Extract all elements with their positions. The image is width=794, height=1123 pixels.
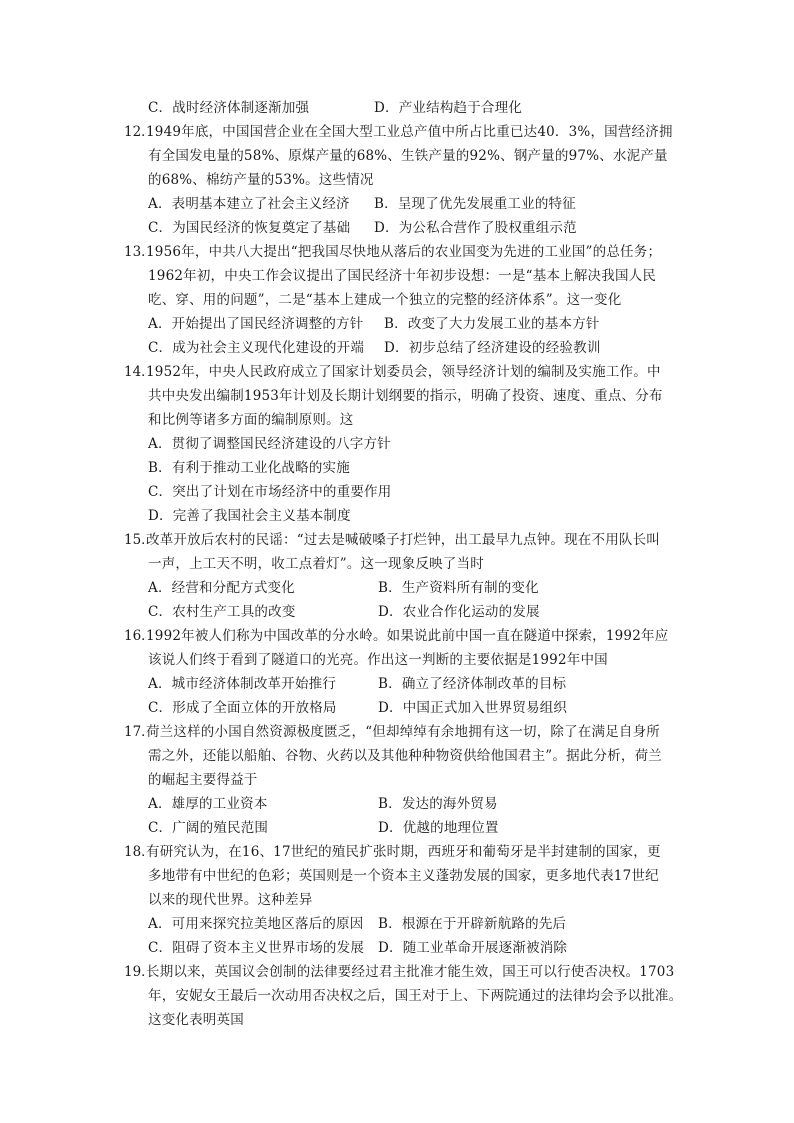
- option-text: 城市经济体制改革开始推行: [171, 676, 337, 692]
- option-text: 随工业革命开展逐渐被消除: [402, 940, 568, 956]
- option-a: [148, 192, 350, 216]
- option-b: [378, 912, 566, 936]
- option-a: [148, 792, 268, 816]
- option-text: 农业合作化运动的发展: [402, 604, 540, 620]
- option-b: [374, 192, 576, 216]
- option-text: 贯彻了调整国民经济建设的八字方针: [171, 436, 391, 452]
- option-b: [378, 672, 566, 696]
- option-d: [378, 816, 499, 840]
- question-stem-line: 的崛起主要得益于: [148, 772, 258, 788]
- option-letter: B．: [374, 196, 398, 212]
- question-number: 14．: [124, 364, 155, 380]
- question-stem-line: 有全国发电量的58%、原煤产量的68%、生铁产量的92%、钢产量的97%、水泥产量: [148, 148, 668, 164]
- question-stem-line: 荷兰这样的小国自然资源极度匮乏，“但却绰绰有余地拥有这一切，除了在满足自身所: [146, 724, 661, 740]
- option-c: [148, 936, 364, 960]
- option-letter: B．: [378, 916, 402, 932]
- option-b: [148, 456, 350, 480]
- question-stem-line: 吃、穿、用的问题”，二是“基本上建成一个独立的完整的经济体系”。这一变化: [148, 292, 622, 308]
- option-text: 突出了计划在市场经济中的重要作用: [172, 484, 392, 500]
- option-text: 可用来探究拉美地区落后的原因: [171, 916, 364, 932]
- question-stem-line: 和比例等诸多方面的编制原则。这: [148, 412, 354, 428]
- option-letter: B．: [378, 796, 402, 812]
- option-text: 农村生产工具的改变: [172, 604, 296, 620]
- question-stem-line: 这变化表明英国: [148, 1012, 244, 1028]
- option-letter: A．: [148, 316, 172, 332]
- option-text: 初步总结了经济建设的经验教训: [408, 340, 601, 356]
- option-c: [148, 216, 350, 240]
- question-stem-line: 1949年底，中国国营企业在全国大型工业总产值中所占比重已达40．3%，国营经济拥: [146, 124, 673, 140]
- option-a: [148, 312, 363, 336]
- option-letter: B．: [148, 460, 172, 476]
- option-b: [378, 792, 498, 816]
- option-letter: A．: [148, 196, 172, 212]
- option-a: [148, 432, 391, 456]
- option-letter: B．: [378, 676, 402, 692]
- option-letter: C．: [148, 340, 173, 356]
- option-letter: C．: [148, 220, 173, 236]
- question-stem-line: 1952年，中央人民政府成立了国家计划委员会，领导经济计划的编制及实施工作。中: [146, 364, 661, 380]
- option-text: 中国正式加入世界贸易组织: [402, 700, 568, 716]
- option-text: 形成了全面立体的开放格局: [172, 700, 337, 716]
- option-text: 优越的地理位置: [402, 820, 499, 836]
- option-d: [384, 336, 601, 360]
- option-text: 有利于推动工业化战略的实施: [171, 460, 350, 476]
- option-c: [148, 816, 268, 840]
- option-text: 表明基本建立了社会主义经济: [171, 196, 350, 212]
- option-text: 为国民经济的恢复奠定了基础: [172, 220, 351, 236]
- option-a: [148, 912, 363, 936]
- option-letter: D．: [148, 508, 173, 524]
- option-text: 根源在于开辟新航路的先后: [401, 916, 567, 932]
- question-number: 15．: [124, 532, 155, 548]
- option-b: [378, 576, 539, 600]
- option-text: 呈现了优先发展重工业的特征: [397, 196, 576, 212]
- question-number: 19．: [124, 964, 155, 980]
- option-letter: D．: [378, 820, 403, 836]
- option-d: [378, 600, 540, 624]
- option-text: 阻碍了资本主义世界市场的发展: [172, 940, 365, 956]
- question-stem-line: 以来的现代世界。这种差异: [148, 892, 313, 908]
- option-text: 完善了我国社会主义基本制度: [172, 508, 351, 524]
- option-text: 开始提出了国民经济调整的方针: [171, 316, 364, 332]
- option-text: 发达的海外贸易: [401, 796, 498, 812]
- option-letter: B．: [378, 580, 402, 596]
- option-letter: A．: [148, 580, 172, 596]
- option-text: 经营和分配方式变化: [171, 580, 295, 596]
- option-text: 产业结构趋于合理化: [398, 100, 523, 116]
- option-text: 改变了大力发展工业的基本方针: [407, 316, 600, 332]
- option-letter: A．: [148, 916, 172, 932]
- option-d: [374, 216, 577, 240]
- question-stem-line: 该说人们终于看到了隧道口的光亮。作出这一判断的主要依据是1992年中国: [148, 652, 608, 668]
- option-a: [148, 576, 295, 600]
- option-letter: D．: [378, 604, 403, 620]
- option-letter: D．: [378, 700, 403, 716]
- option-c: [148, 96, 309, 120]
- option-letter: C．: [148, 700, 173, 716]
- option-letter: C．: [148, 100, 173, 116]
- option-letter: C．: [148, 484, 173, 500]
- option-letter: D．: [374, 220, 399, 236]
- question-number: 16．: [124, 628, 155, 644]
- option-text: 生产资料所有制的变化: [401, 580, 539, 596]
- option-d: [148, 504, 351, 528]
- option-text: 成为社会主义现代化建设的开端: [172, 340, 365, 356]
- option-d: [378, 696, 567, 720]
- option-a: [148, 672, 336, 696]
- question-stem-line: 一声，上工天不明，收工点着灯”。这一现象反映了当时: [148, 556, 484, 572]
- option-letter: C．: [148, 604, 173, 620]
- option-letter: A．: [148, 436, 172, 452]
- option-text: 确立了经济体制改革的目标: [401, 676, 567, 692]
- option-text: 雄厚的工业资本: [171, 796, 268, 812]
- question-stem-line: 有研究认为，在16、17世纪的殖民扩张时期，西班牙和葡萄牙是半封建制的国家，更: [146, 844, 661, 860]
- option-letter: D．: [374, 100, 399, 116]
- option-text: 战时经济体制逐渐加强: [172, 100, 310, 116]
- option-letter: B．: [384, 316, 408, 332]
- option-c: [148, 696, 337, 720]
- option-text: 广阔的殖民范围: [172, 820, 269, 836]
- option-b: [384, 312, 600, 336]
- question-stem-line: 需之外，还能以船舶、谷物、火药以及其他种种物资供给他国君主”。据此分析，荷兰: [148, 748, 663, 764]
- option-d: [374, 96, 522, 120]
- option-c: [148, 600, 296, 624]
- question-stem-line: 年，安妮女王最后一次动用否决权之后，国王对于上、下两院通过的法律均会予以批准。: [148, 988, 683, 1004]
- question-number: 18．: [124, 844, 155, 860]
- question-stem-line: 共中央发出编制1953年计划及长期计划纲要的指示，明确了投资、速度、重点、分布: [148, 388, 663, 404]
- question-stem-line: 1962年初，中央工作会议提出了国民经济十年初步设想：一是“基本上解决我国人民: [148, 268, 657, 284]
- question-stem-line: 多地带有中世纪的色彩；英国则是一个资本主义蓬勃发展的国家，更多地代表17世纪: [148, 868, 659, 884]
- question-number: 17．: [124, 724, 155, 740]
- option-letter: D．: [378, 940, 403, 956]
- option-c: [148, 336, 364, 360]
- option-letter: A．: [148, 796, 172, 812]
- question-stem-line: 改革开放后农村的民谣：“过去是喊破嗓子打烂钟，出工最早九点钟。现在不用队长叫: [146, 532, 661, 548]
- question-stem-line: 1956年，中共八大提出“把我国尽快地从落后的农业国变为先进的工业国”的总任务；: [146, 244, 662, 260]
- question-number: 13．: [124, 244, 155, 260]
- option-letter: D．: [384, 340, 409, 356]
- option-letter: A．: [148, 676, 172, 692]
- option-letter: C．: [148, 940, 173, 956]
- option-letter: C．: [148, 820, 173, 836]
- question-stem-line: 的68%、棉纺产量的53%。这些情况: [148, 172, 374, 188]
- option-d: [378, 936, 567, 960]
- option-text: 为公私合营作了股权重组示范: [398, 220, 577, 236]
- question-number: 12．: [124, 124, 155, 140]
- question-stem-line: 长期以来，英国议会创制的法律要经过君主批准才能生效，国王可以行使否决权。1703: [146, 964, 675, 980]
- option-c: [148, 480, 391, 504]
- question-stem-line: 1992年被人们称为中国改革的分水岭。如果说此前中国一直在隧道中探索，1992年应: [146, 628, 669, 644]
